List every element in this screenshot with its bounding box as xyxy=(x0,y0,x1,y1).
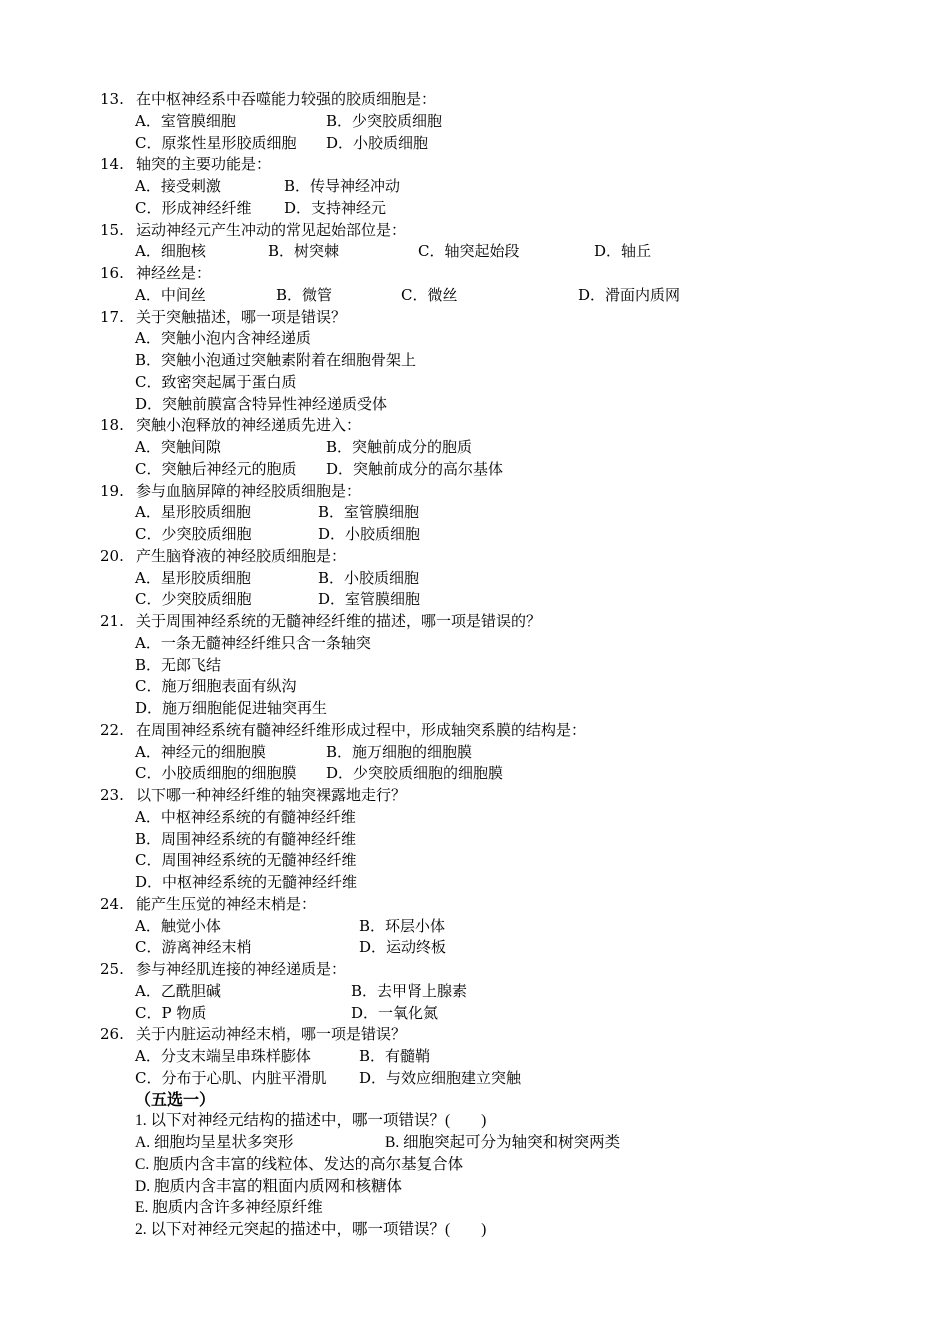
options-row xyxy=(0,349,950,371)
question-text: 在中枢神经系中吞噬能力较强的胶质细胞是： xyxy=(136,90,437,108)
options-row xyxy=(0,806,950,828)
answer-option[interactable]: B．室管膜细胞 xyxy=(318,503,420,522)
options-row xyxy=(135,1132,935,1154)
answer-option[interactable]: D．小胶质细胞 xyxy=(318,525,421,543)
options-row xyxy=(0,915,950,937)
options-row xyxy=(0,762,950,784)
options-row xyxy=(0,588,950,610)
answer-option[interactable]: C．微丝 xyxy=(401,285,458,304)
answer-option[interactable]: A．分支末端呈串珠样膨体 xyxy=(135,1047,311,1065)
options-row xyxy=(0,458,950,480)
options-row xyxy=(0,197,950,219)
answer-option[interactable]: D．少突胶质细胞的细胞膜 xyxy=(326,764,504,783)
question-number: 16. xyxy=(100,264,124,282)
question-number: 18. xyxy=(100,416,124,435)
question-number: 22. xyxy=(100,720,124,739)
options-row xyxy=(135,1197,935,1219)
answer-option[interactable]: C．周围神经系统的无髓神经纤维 xyxy=(135,851,357,870)
question-text: 神经丝是： xyxy=(136,264,212,282)
question-text: 关于突触描述，哪一项是错误？ xyxy=(136,307,347,326)
question-number: 26. xyxy=(100,1025,124,1044)
question-text: 产生脑脊液的神经胶质细胞是： xyxy=(136,546,347,565)
options-row xyxy=(0,175,950,197)
answer-option[interactable]: B．少突胶质细胞 xyxy=(326,111,443,130)
answer-option[interactable]: A．星形胶质细胞 xyxy=(135,568,251,587)
question-number: 13. xyxy=(100,90,124,108)
answer-option[interactable]: D．小胶质细胞 xyxy=(326,133,429,152)
question-number: 21. xyxy=(100,612,124,630)
question-number: 25. xyxy=(100,960,124,978)
answer-option[interactable]: B．有髓鞘 xyxy=(359,1047,431,1065)
question-text: 参与血脑屏障的神经胶质细胞是： xyxy=(136,481,362,500)
answer-option[interactable]: A．神经元的细胞膜 xyxy=(135,742,266,761)
options-row xyxy=(0,436,950,458)
answer-option[interactable]: C．小胶质细胞的细胞膜 xyxy=(135,764,297,783)
answer-option[interactable]: A．星形胶质细胞 xyxy=(135,503,251,522)
options-row xyxy=(0,393,950,415)
answer-option[interactable]: B．突触小泡通过突触素附着在细胞骨架上 xyxy=(135,351,417,369)
answer-option[interactable]: E. 胞质内含许多神经原纤维 xyxy=(135,1199,323,1217)
section-heading: （五选一） xyxy=(135,1089,216,1109)
answer-option[interactable]: C．少突胶质细胞 xyxy=(135,590,252,609)
options-row xyxy=(0,1002,950,1024)
answer-option[interactable]: D．滑面内质网 xyxy=(578,285,681,304)
options-row xyxy=(0,936,950,958)
question-number: 20. xyxy=(100,546,124,565)
answer-option[interactable]: D．室管膜细胞 xyxy=(318,590,421,609)
question-number: 17. xyxy=(100,307,124,326)
answer-option[interactable]: D．运动终板 xyxy=(359,938,447,957)
answer-option[interactable]: A．乙酰胆碱 xyxy=(135,981,221,1000)
answer-option[interactable]: C. 胞质内含丰富的线粒体、发达的高尔基复合体 xyxy=(135,1155,464,1173)
answer-option[interactable]: B．微管 xyxy=(276,285,333,304)
options-row xyxy=(0,828,950,850)
answer-option[interactable]: A．突触小泡内含神经递质 xyxy=(135,329,311,348)
options-row xyxy=(0,501,950,523)
question-text: 关于周围神经系统的无髓神经纤维的描述，哪一项是错误的？ xyxy=(136,612,542,630)
answer-option[interactable]: A．突触间隙 xyxy=(135,438,221,456)
answer-option[interactable]: D．支持神经元 xyxy=(284,198,387,217)
answer-option[interactable]: A．接受刺激 xyxy=(135,177,221,195)
options-row xyxy=(135,1154,935,1176)
answer-option[interactable]: A．室管膜细胞 xyxy=(135,111,236,130)
question-number: 15. xyxy=(100,220,124,239)
answer-option[interactable]: D．与效应细胞建立突触 xyxy=(359,1068,522,1087)
options-row xyxy=(0,110,950,132)
answer-option[interactable]: C．分布于心肌、内脏平滑肌 xyxy=(135,1068,327,1087)
options-row xyxy=(0,741,950,763)
answer-option[interactable]: A．一条无髓神经纤维只含一条轴突 xyxy=(135,633,371,652)
answer-option[interactable]: A．中间丝 xyxy=(135,285,206,304)
options-row xyxy=(0,567,950,589)
question-text: 能产生压觉的神经末梢是： xyxy=(136,894,317,913)
answer-option[interactable]: B．周围神经系统的有髓神经纤维 xyxy=(135,829,357,848)
answer-option[interactable]: D．一氧化氮 xyxy=(351,1003,439,1022)
question-text: 突触小泡释放的神经递质先进入： xyxy=(136,416,362,435)
options-row xyxy=(0,632,950,654)
answer-option[interactable]: A．中枢神经系统的有髓神经纤维 xyxy=(135,807,356,826)
answer-option[interactable]: B．突触前成分的胞质 xyxy=(326,438,473,456)
answer-option[interactable]: D．施万细胞能促进轴突再生 xyxy=(135,699,328,717)
answer-option[interactable]: C．施万细胞表面有纵沟 xyxy=(135,677,297,696)
answer-option[interactable]: B．去甲肾上腺素 xyxy=(351,981,468,1000)
answer-option[interactable]: C．P 物质 xyxy=(135,1003,207,1022)
question-text: 关于内脏运动神经末梢，哪一项是错误？ xyxy=(136,1025,407,1044)
options-row xyxy=(0,371,950,393)
question-number: 24. xyxy=(100,894,124,913)
question-stem: 1. 以下对神经元结构的描述中，哪一项错误？( ) xyxy=(135,1112,487,1130)
options-row xyxy=(0,871,950,893)
answer-option[interactable]: A．细胞核 xyxy=(135,242,206,261)
options-row xyxy=(0,654,950,676)
options-row xyxy=(0,240,950,262)
question-number: 23. xyxy=(100,786,124,804)
question-number: 14. xyxy=(100,155,124,174)
options-row xyxy=(0,849,950,871)
answer-option[interactable]: C．原浆性星形胶质细胞 xyxy=(135,133,297,152)
answer-option[interactable]: B．树突棘 xyxy=(268,242,340,261)
options-row xyxy=(0,697,950,719)
answer-option[interactable]: C．突触后神经元的胞质 xyxy=(135,459,297,478)
answer-option[interactable]: D．突触前成分的高尔基体 xyxy=(326,459,504,478)
answer-option[interactable]: B. 细胞突起可分为轴突和树突两类 xyxy=(385,1134,621,1151)
answer-option[interactable]: C．轴突起始段 xyxy=(418,242,520,261)
question-text: 参与神经肌连接的神经递质是： xyxy=(136,960,347,978)
options-row xyxy=(0,523,950,545)
answer-option[interactable]: B．环层小体 xyxy=(359,916,446,935)
answer-option[interactable]: B．无郎飞结 xyxy=(135,655,222,674)
answer-option[interactable]: C．形成神经纤维 xyxy=(135,198,252,217)
answer-option[interactable]: A. 细胞均呈星状多突形 xyxy=(135,1134,294,1151)
question-text: 运动神经元产生冲动的常见起始部位是： xyxy=(136,220,407,239)
answer-option[interactable]: C．少突胶质细胞 xyxy=(135,525,252,543)
options-row xyxy=(0,675,950,697)
answer-option[interactable]: C．致密突起属于蛋白质 xyxy=(135,372,297,391)
options-row xyxy=(0,284,950,306)
answer-option[interactable]: C．游离神经末梢 xyxy=(135,938,252,957)
answer-option[interactable]: D．中枢神经系统的无髓神经纤维 xyxy=(135,873,358,891)
options-row xyxy=(0,327,950,349)
answer-option[interactable]: D．轴丘 xyxy=(594,242,652,261)
answer-option[interactable]: B．施万细胞的细胞膜 xyxy=(326,742,473,761)
answer-option[interactable]: B．小胶质细胞 xyxy=(318,568,420,587)
options-row xyxy=(0,1067,950,1089)
question-text: 以下哪一种神经纤维的轴突裸露地走行？ xyxy=(136,786,407,804)
options-row xyxy=(0,1045,950,1067)
options-row xyxy=(0,980,950,1002)
answer-option[interactable]: D. 胞质内含丰富的粗面内质网和核糖体 xyxy=(135,1177,402,1195)
question-number: 19. xyxy=(100,481,124,500)
question-text: 在周围神经系统有髓神经纤维形成过程中，形成轴突系膜的结构是： xyxy=(136,720,587,739)
answer-option[interactable]: D．突触前膜富含特异性神经递质受体 xyxy=(135,394,388,413)
options-row xyxy=(135,1176,935,1198)
question-text: 轴突的主要功能是： xyxy=(136,155,272,174)
question-stem: 2. 以下对神经元突起的描述中，哪一项错误？( ) xyxy=(135,1221,487,1238)
answer-option[interactable]: B．传导神经冲动 xyxy=(284,177,401,195)
options-row xyxy=(0,132,950,154)
answer-option[interactable]: A．触觉小体 xyxy=(135,916,221,935)
